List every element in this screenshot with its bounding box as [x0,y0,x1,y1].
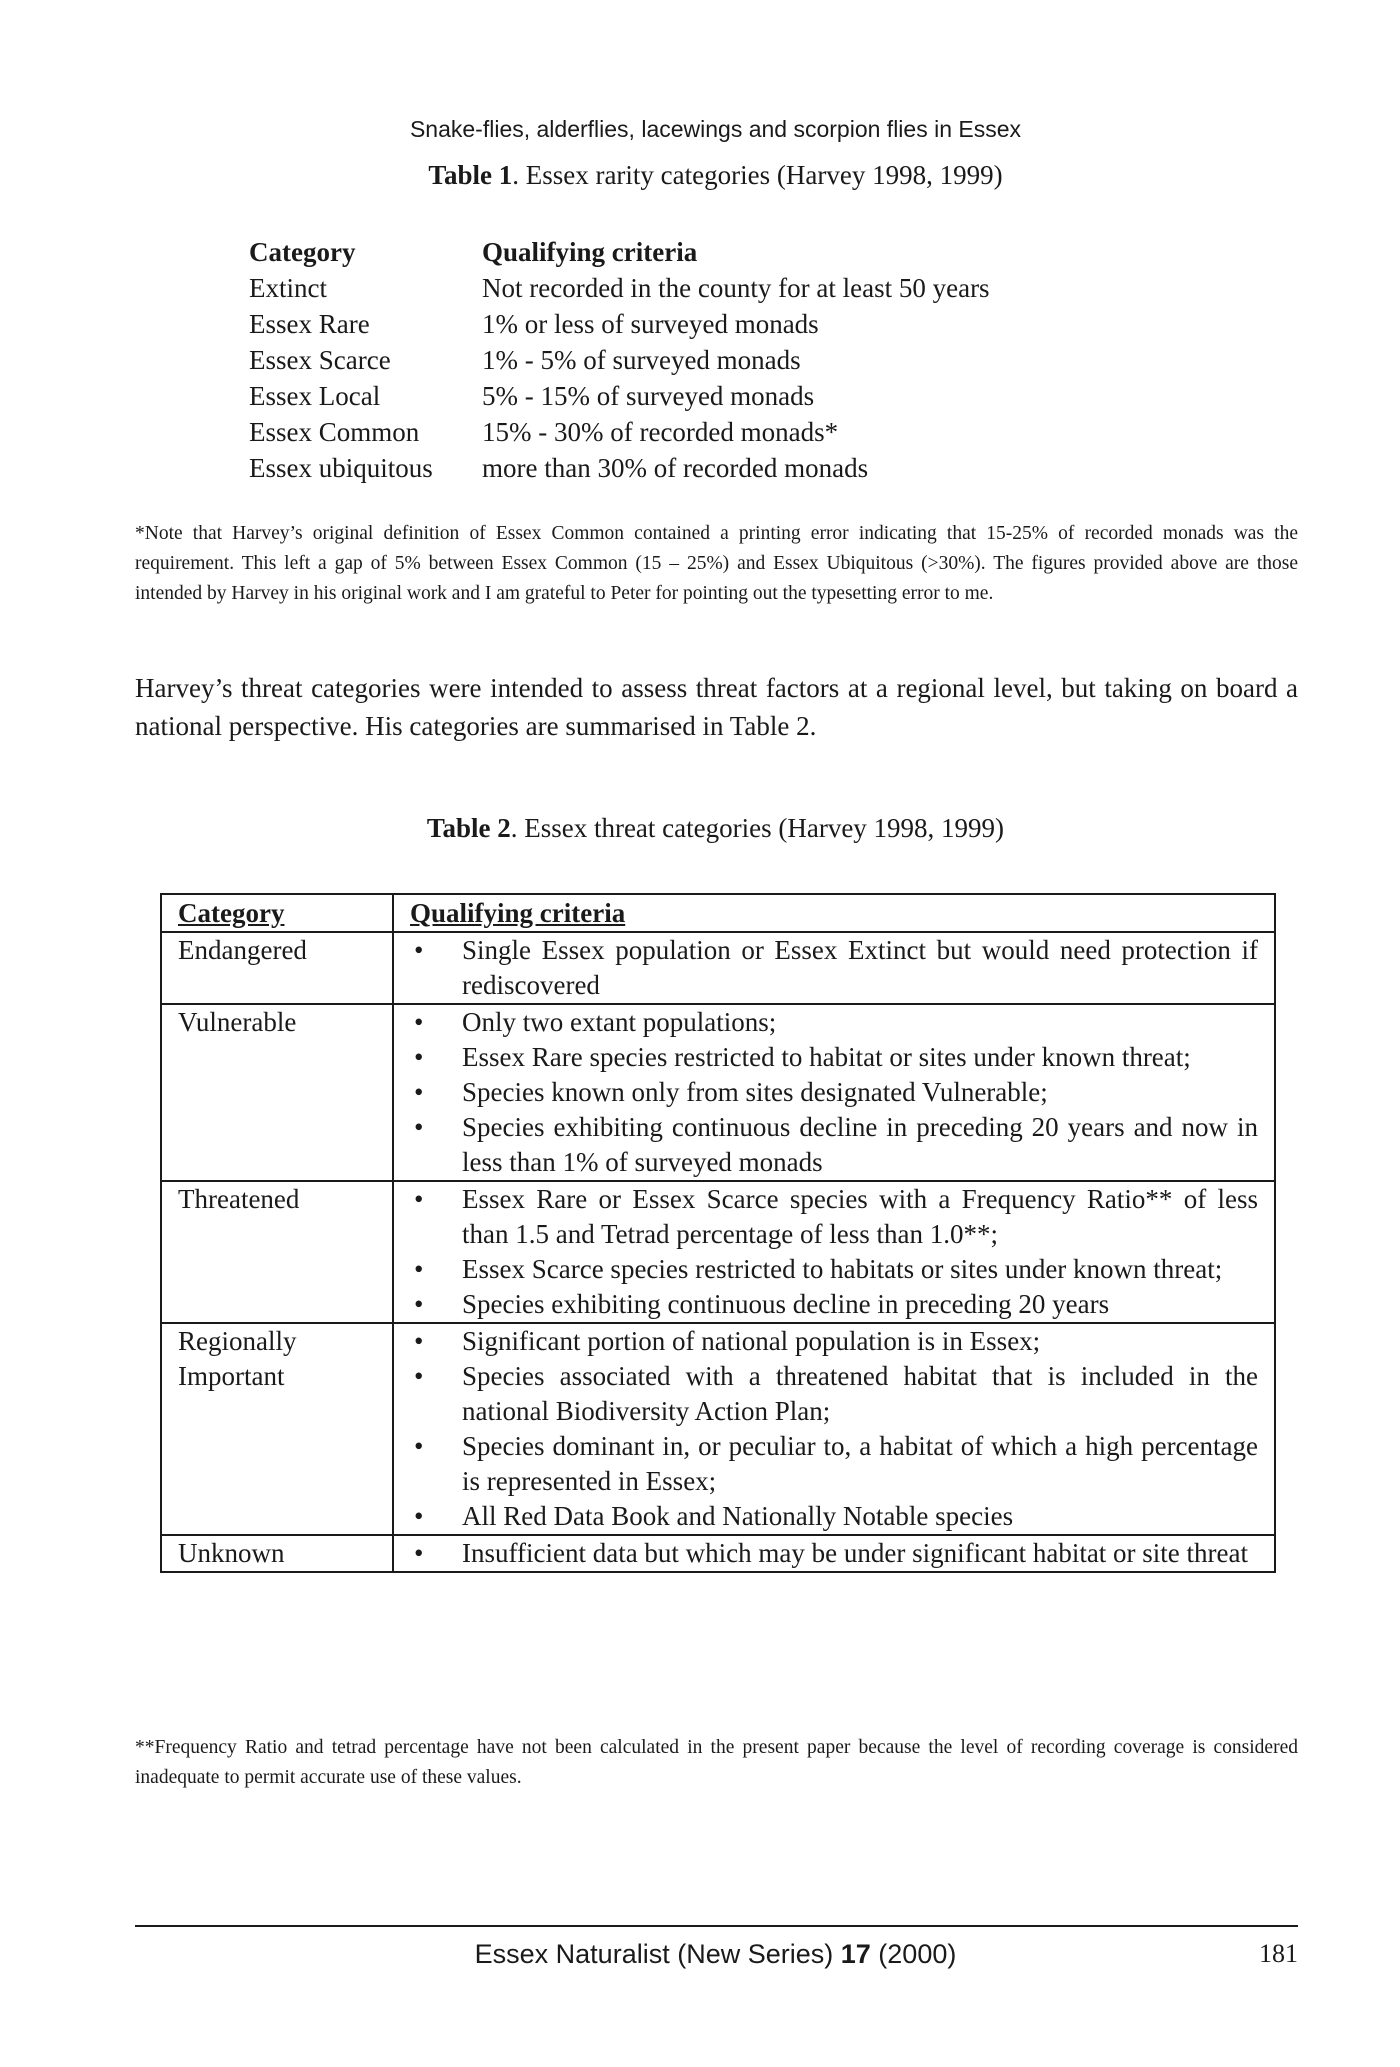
table2-header-category: Category [161,894,393,932]
bullet-icon: • [414,1361,424,1391]
criteria-text: Essex Rare or Essex Scarce species with a Frequency Ratio** of less than 1.5 and Tetrad percentage of less than 1.0**; [462,1184,1258,1249]
criteria-item [410,1359,1258,1429]
criteria-item [410,1182,1258,1252]
bullet-icon: • [414,935,424,965]
criteria-item [410,1075,1258,1110]
table1-category: Essex Rare [249,309,370,339]
table1-caption [0,160,1400,191]
table2-row [161,1181,1275,1323]
criteria-item [410,1005,1258,1040]
table2-criteria [393,1323,1275,1535]
journal-name: Essex Naturalist (New Series) [474,1939,841,1969]
criteria-text: Single Essex population or Essex Extinct but would need protection if rediscovered [462,935,1258,1000]
journal-citation [0,1939,1400,1970]
table2-row [161,1535,1275,1572]
bullet-icon: • [414,1326,424,1356]
bullet-icon: • [414,1431,424,1461]
running-title: Snake-flies, alderflies, lacewings and scorpion flies in Essex [409,116,1022,142]
table1-category: Essex Scarce [249,345,391,375]
table1-row [249,378,990,414]
criteria-item [410,1110,1258,1180]
table1-criteria: 15% - 30% of recorded monads* [482,417,839,447]
table2-category: Unknown [161,1535,393,1572]
body-paragraph: Harvey’s threat categories were intended to assess threat factors at a regional level, but taking on board a national perspective. His categories are summarised in Table 2. [135,673,1298,741]
journal-year: (2000) [870,1939,957,1969]
table2-category: Vulnerable [161,1004,393,1181]
table1-criteria: 1% - 5% of surveyed monads [482,345,801,375]
criteria-text: Species known only from sites designated Vulnerable; [462,1077,1048,1107]
table2-header-row [161,894,1275,932]
table1-row [249,270,990,306]
table1-header-category: Category [249,237,356,267]
bullet-icon: • [414,1538,424,1568]
table2-criteria [393,932,1275,1004]
table1-header-row [249,234,990,270]
criteria-text: Only two extant populations; [462,1007,777,1037]
table1-row [249,342,990,378]
page-number: 181 [1259,1939,1298,1968]
table2-row [161,1004,1275,1181]
table2-category: Threatened [161,1181,393,1323]
table2-caption-label: Table 2 [426,813,511,843]
table1-footnote: *Note that Harvey’s original definition of Essex Common contained a printing error indicating that 15-25% of recorded monads was the requirement. This left a gap of 5% between Essex Common (15 – 25%) and Essex Ubiquitous (>30%). The figures provided above are those intended by Harvey in his original work and I am grateful to Peter for pointing out the typesetting error to me. [135,523,1298,604]
table2-criteria [393,1004,1275,1181]
criteria-text: Significant portion of national population is in Essex; [462,1326,1041,1356]
table1-category: Essex Common [249,417,420,447]
table2-caption [0,813,1400,844]
criteria-item [410,1536,1258,1571]
table1-category: Essex Local [249,381,381,411]
criteria-item [410,1040,1258,1075]
table1-row [249,414,990,450]
threat-table [160,893,1276,1573]
criteria-item [410,1252,1258,1287]
criteria-text: Species associated with a threatened habitat that is included in the national Biodiversity Action Plan; [462,1361,1258,1426]
criteria-text: Species exhibiting continuous decline in preceding 20 years [462,1289,1110,1319]
table2-row [161,932,1275,1004]
table1-caption-label: Table 1 [428,160,513,190]
table2-header-criteria: Qualifying criteria [393,894,1275,932]
table2-footnote: **Frequency Ratio and tetrad percentage have not been calculated in the present paper because the level of recording coverage is considered inadequate to permit accurate use of these values. [135,1737,1298,1788]
table1-header-criteria: Qualifying criteria [482,237,698,267]
bullet-icon: • [414,1112,424,1142]
criteria-text: Essex Scarce species restricted to habitats or sites under known threat; [462,1254,1223,1284]
table1-category: Extinct [249,273,327,303]
journal-volume: 17 [840,1939,871,1969]
table1-criteria: more than 30% of recorded monads [482,453,869,483]
criteria-item [410,1429,1258,1499]
table1-caption-text: . Essex rarity categories (Harvey 1998, 1999) [512,160,1003,190]
criteria-text: Insufficient data but which may be under significant habitat or site threat [462,1538,1249,1568]
bullet-icon: • [414,1501,424,1531]
table1-criteria: Not recorded in the county for at least 50 years [482,273,990,303]
bullet-icon: • [414,1184,424,1214]
criteria-item [410,1287,1258,1322]
table2-category: Endangered [161,932,393,1004]
criteria-item [410,933,1258,1003]
table1-criteria: 5% - 15% of surveyed monads [482,381,815,411]
criteria-text: Species dominant in, or peculiar to, a habitat of which a high percentage is represented in Essex; [462,1431,1258,1496]
table2-category: Regionally Important [161,1323,393,1535]
bullet-icon: • [414,1077,424,1107]
table2-row [161,1323,1275,1535]
table2-criteria [393,1181,1275,1323]
table1-row [249,450,990,486]
rarity-table [249,234,990,486]
criteria-text: Essex Rare species restricted to habitat or sites under known threat; [462,1042,1191,1072]
table1-category: Essex ubiquitous [249,453,433,483]
criteria-item [410,1499,1258,1534]
bullet-icon: • [414,1289,424,1319]
criteria-text: Species exhibiting continuous decline in preceding 20 years and now in less than 1% of surveyed monads [462,1112,1258,1177]
table2-caption-text: . Essex threat categories (Harvey 1998, 1999) [510,813,1005,843]
bullet-icon: • [414,1254,424,1284]
criteria-text: All Red Data Book and Nationally Notable species [462,1501,1014,1531]
bullet-icon: • [414,1007,424,1037]
bullet-icon: • [414,1042,424,1072]
footer-rule [135,1925,1298,1927]
table2-criteria [393,1535,1275,1572]
table1-criteria: 1% or less of surveyed monads [482,309,819,339]
table1-row [249,306,990,342]
criteria-item [410,1324,1258,1359]
